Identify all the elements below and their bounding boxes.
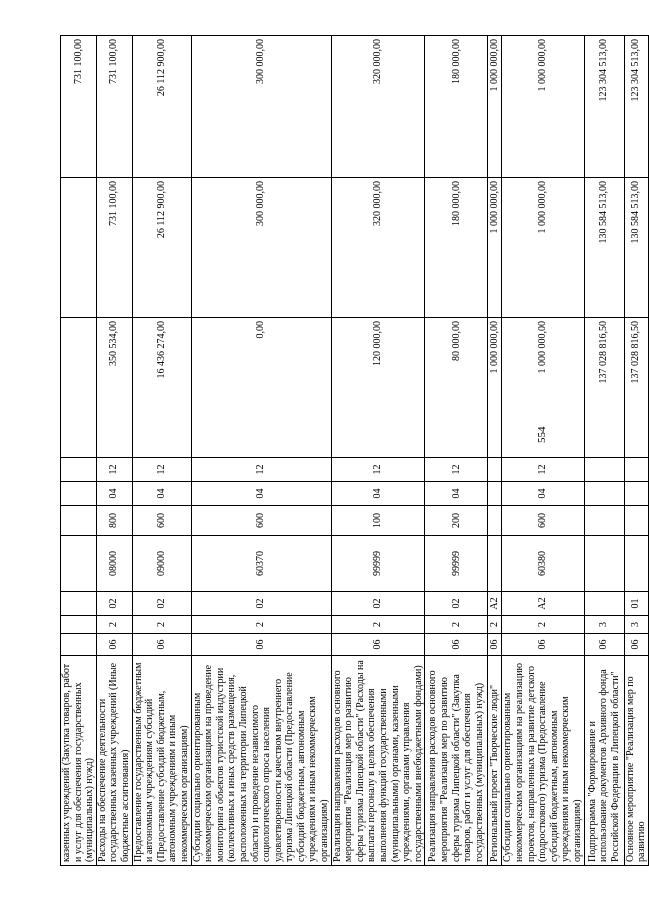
code-section: 04 — [425, 482, 488, 506]
code-direction — [584, 536, 624, 592]
amount-col-2 — [61, 178, 97, 318]
amount-col-1 — [61, 318, 97, 458]
row-name: Реализация направления расходов основного мероприятия "Реализация мер по развитию сферы туризма Липецкой области" (Закупка товаров, работ и услуг для обеспечения государственных (муниципальных) нужд) — [425, 656, 488, 866]
row-name: Реализация направления расходов основного мероприятия "Реализация мер по развитию сферы туризма Липецкой области" (Расходы на выплаты персоналу в целях обеспечения выполнения функций государственными (муниципальными) органами, казенными учреждениями, органами управления государственными внебюджетными фондами) — [331, 656, 425, 866]
code-direction — [488, 536, 502, 592]
amount-col-3: 731 100,00 — [61, 36, 97, 178]
code-program: 06 — [488, 634, 502, 656]
amount-col-3: 123 304 513,00 — [624, 36, 648, 178]
code-expense-type — [584, 506, 624, 536]
table-row — [96, 36, 132, 866]
amount-col-1: 120 000,00 — [331, 318, 425, 458]
code-expense-type — [624, 506, 648, 536]
code-direction: 09000 — [132, 536, 191, 592]
code-section: 04 — [132, 482, 191, 506]
amount-col-1: 1 000 000,00 — [502, 318, 584, 458]
code-section: 04 — [191, 482, 331, 506]
code-event: 02 — [425, 592, 488, 616]
code-event: 02 — [132, 592, 191, 616]
code-expense-type: 600 — [191, 506, 331, 536]
row-name: казенных учреждений (Закупка товаров, работ и услуг для обеспечения государственных (муниципальных) нужд) — [61, 656, 97, 866]
amount-col-2: 1 000 000,00 — [488, 178, 502, 318]
code-program: 06 — [191, 634, 331, 656]
amount-col-2: 1 000 000,00 — [502, 178, 584, 318]
amount-col-1: 350 534,00 — [96, 318, 132, 458]
row-name: Субсидии социально ориентированным некоммерческим организациям на реализацию проектов, направленных на развитие детского (подросткового) туризма (Предоставление субсидий бюджетным, автономным учреждениям и иным некоммерческим организациям) — [502, 656, 584, 866]
code-subsection — [488, 458, 502, 482]
code-direction — [61, 536, 97, 592]
code-program — [61, 634, 97, 656]
code-event: 02 — [96, 592, 132, 616]
code-section: 04 — [331, 482, 425, 506]
code-expense-type — [61, 506, 97, 536]
table-row — [331, 36, 425, 866]
code-program: 06 — [584, 634, 624, 656]
budget-table-page — [60, 36, 648, 866]
amount-col-1: 16 436 274,00 — [132, 318, 191, 458]
code-subsection — [61, 458, 97, 482]
code-subsection: 12 — [331, 458, 425, 482]
code-event: A2 — [488, 592, 502, 616]
code-section: 04 — [502, 482, 584, 506]
amount-col-3: 1 000 000,00 — [488, 36, 502, 178]
code-section: 04 — [96, 482, 132, 506]
code-subprogram: 2 — [96, 616, 132, 634]
table-row — [488, 36, 502, 866]
amount-col-2: 26 112 900,00 — [132, 178, 191, 318]
code-event: 02 — [191, 592, 331, 616]
code-event: 02 — [331, 592, 425, 616]
code-subprogram: 2 — [488, 616, 502, 634]
code-section — [488, 482, 502, 506]
code-program: 06 — [425, 634, 488, 656]
code-subsection: 12 — [191, 458, 331, 482]
code-event: 01 — [624, 592, 648, 616]
amount-col-1: 137 028 816,50 — [624, 318, 648, 458]
table-row — [132, 36, 191, 866]
table-row — [584, 36, 624, 866]
table-row — [502, 36, 584, 866]
amount-col-2: 731 100,00 — [96, 178, 132, 318]
amount-col-3: 731 100,00 — [96, 36, 132, 178]
row-name: Субсидии социально ориентированным некоммерческим организациям на проведение мониторинга объектов туристской индустрии (коллективных и иных средств размещения, расположенных на территории Липецкой области) и проведение независимого социологического опроса населения удовлетворенности качеством внутреннего туризма Липецкой области (Предоставление субсидий бюджетным, автономным учреждениям и иным некоммерческим организациям) — [191, 656, 331, 866]
code-program: 06 — [96, 634, 132, 656]
amount-col-3: 1 000 000,00 — [502, 36, 584, 178]
code-subprogram: 2 — [132, 616, 191, 634]
row-name: Региональный проект "Творческие люди" — [488, 656, 502, 866]
amount-col-3: 300 000,00 — [191, 36, 331, 178]
page-number: 554 — [536, 426, 548, 443]
code-section — [584, 482, 624, 506]
code-expense-type: 600 — [132, 506, 191, 536]
amount-col-3: 180 000,00 — [425, 36, 488, 178]
code-subsection — [624, 458, 648, 482]
code-program: 06 — [331, 634, 425, 656]
code-subprogram: 2 — [331, 616, 425, 634]
code-expense-type: 800 — [96, 506, 132, 536]
code-direction — [624, 536, 648, 592]
code-direction: 99999 — [425, 536, 488, 592]
code-event: A2 — [502, 592, 584, 616]
code-direction: 99999 — [331, 536, 425, 592]
code-subprogram — [61, 616, 97, 634]
code-event — [584, 592, 624, 616]
code-program: 06 — [502, 634, 584, 656]
amount-col-2: 320 000,00 — [331, 178, 425, 318]
code-subsection: 12 — [96, 458, 132, 482]
code-event — [61, 592, 97, 616]
code-program: 06 — [624, 634, 648, 656]
amount-col-2: 180 000,00 — [425, 178, 488, 318]
code-section — [624, 482, 648, 506]
row-name: Подпрограмма "Формирование и использование документов Архивного фонда Российской Федерации в Липецкой области" — [584, 656, 624, 866]
code-subprogram: 2 — [425, 616, 488, 634]
amount-col-1: 1 000 000,00 — [488, 318, 502, 458]
code-subprogram: 3 — [584, 616, 624, 634]
amount-col-1: 80 000,00 — [425, 318, 488, 458]
row-name: Предоставление государственным бюджетным и автономным учреждениям субсидий (Предоставление субсидий бюджетным, автономным учреждениям и иным некоммерческим организациям) — [132, 656, 191, 866]
code-direction: 60370 — [191, 536, 331, 592]
amount-col-3: 320 000,00 — [331, 36, 425, 178]
code-expense-type — [488, 506, 502, 536]
code-subsection: 12 — [425, 458, 488, 482]
code-direction: 60380 — [502, 536, 584, 592]
code-subsection: 12 — [132, 458, 191, 482]
code-expense-type: 600 — [502, 506, 584, 536]
amount-col-3: 26 112 900,00 — [132, 36, 191, 178]
table-row — [191, 36, 331, 866]
amount-col-2: 130 584 513,00 — [584, 178, 624, 318]
amount-col-3: 123 304 513,00 — [584, 36, 624, 178]
row-name: Основное мероприятие "Реализация мер по развитию — [624, 656, 648, 866]
code-expense-type: 100 — [331, 506, 425, 536]
code-subprogram: 2 — [191, 616, 331, 634]
code-subsection: 12 — [502, 458, 584, 482]
row-name: Расходы на обеспечение деятельности государственных казенных учреждений (Иные бюджетные ассигнования) — [96, 656, 132, 866]
code-program: 06 — [132, 634, 191, 656]
table-row — [624, 36, 648, 866]
amount-col-2: 300 000,00 — [191, 178, 331, 318]
table-row — [425, 36, 488, 866]
table-row — [61, 36, 97, 866]
code-subprogram: 3 — [624, 616, 648, 634]
code-section — [61, 482, 97, 506]
code-expense-type: 200 — [425, 506, 488, 536]
code-subprogram: 2 — [502, 616, 584, 634]
budget-table — [60, 35, 649, 866]
amount-col-2: 130 584 513,00 — [624, 178, 648, 318]
code-direction: 08000 — [96, 536, 132, 592]
code-subsection — [584, 458, 624, 482]
amount-col-1: 137 028 816,50 — [584, 318, 624, 458]
amount-col-1: 0,00 — [191, 318, 331, 458]
